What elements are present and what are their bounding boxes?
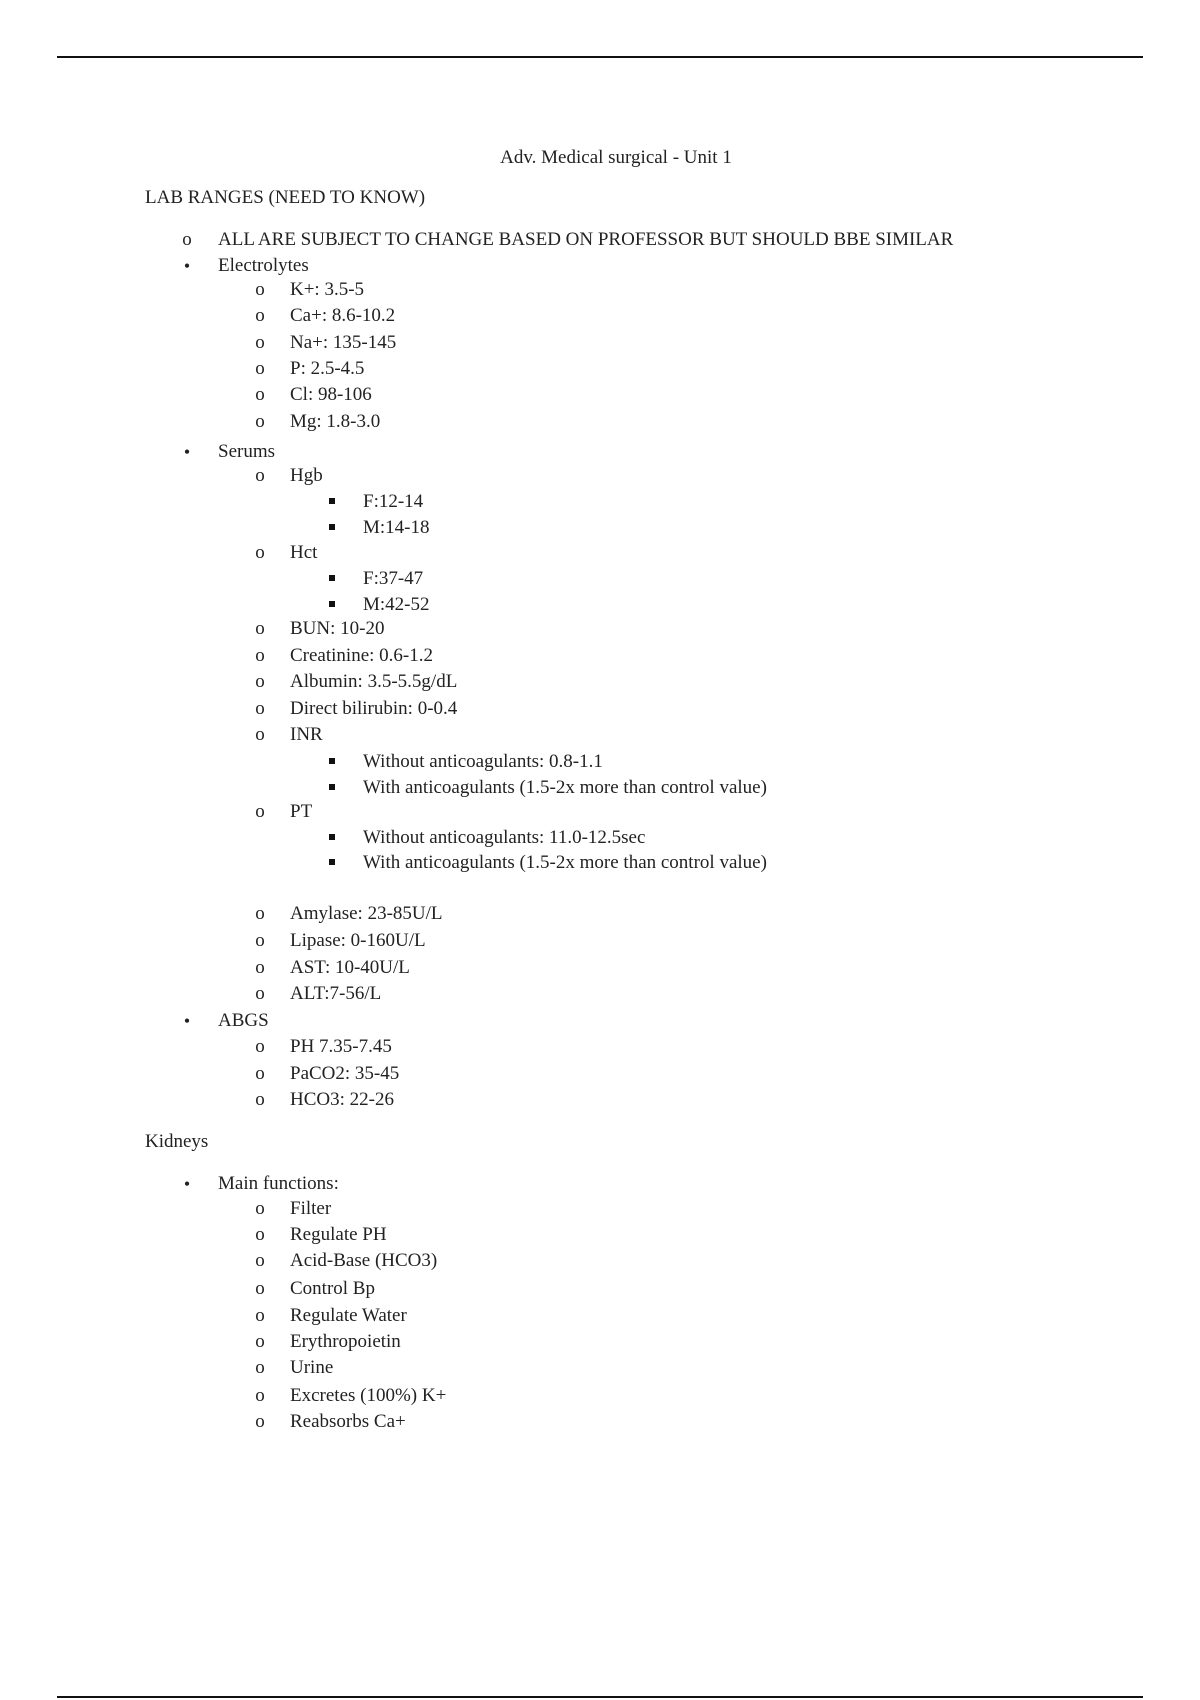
list-marker <box>250 1304 270 1328</box>
list-marker <box>250 1197 270 1221</box>
list-marker <box>177 1009 197 1034</box>
list-item: Cl: 98-106 <box>290 384 372 405</box>
list-item: Mg: 1.8-3.0 <box>290 411 381 432</box>
electrolytes-label: Electrolytes <box>218 255 309 276</box>
list-marker <box>250 541 270 565</box>
list-marker <box>250 982 270 1006</box>
list-marker <box>322 593 342 617</box>
list-item: Without anticoagulants: 0.8-1.1 <box>363 751 603 772</box>
list-marker <box>250 1277 270 1301</box>
list-marker <box>250 1330 270 1354</box>
serums-label: Serums <box>218 441 275 462</box>
list-item: Creatinine: 0.6-1.2 <box>290 645 433 666</box>
list-marker <box>177 440 197 465</box>
hgb-label: Hgb <box>290 465 323 486</box>
list-item: Filter <box>290 1198 332 1219</box>
list-marker <box>250 357 270 381</box>
list-marker <box>250 331 270 355</box>
list-item: K+: 3.5-5 <box>290 279 365 300</box>
list-marker <box>322 750 342 774</box>
list-marker <box>250 383 270 407</box>
list-item: PaCO2: 35-45 <box>290 1063 400 1084</box>
list-marker <box>250 929 270 953</box>
list-item: M:14-18 <box>363 517 430 538</box>
list-marker <box>250 697 270 721</box>
list-item: With anticoagulants (1.5-2x more than control value) <box>363 852 767 873</box>
list-item: M:42-52 <box>363 594 430 615</box>
list-item: BUN: 10-20 <box>290 618 385 639</box>
list-item: HCO3: 22-26 <box>290 1089 394 1110</box>
list-item: Lipase: 0-160U/L <box>290 930 426 951</box>
list-marker <box>177 228 197 252</box>
list-item: Ca+: 8.6-10.2 <box>290 305 396 326</box>
list-marker <box>322 851 342 875</box>
list-marker <box>250 464 270 488</box>
list-marker <box>322 826 342 850</box>
list-item: With anticoagulants (1.5-2x more than control value) <box>363 777 767 798</box>
abgs-label: ABGS <box>218 1010 269 1031</box>
footer-rule <box>57 1696 1143 1698</box>
list-marker <box>250 1088 270 1112</box>
list-item: Regulate Water <box>290 1305 407 1326</box>
list-marker <box>250 617 270 641</box>
list-marker <box>250 723 270 747</box>
list-marker <box>250 1249 270 1273</box>
list-item: F:37-47 <box>363 568 424 589</box>
main-functions-label: Main functions: <box>218 1173 339 1194</box>
list-item: AST: 10-40U/L <box>290 957 410 978</box>
list-item: Direct bilirubin: 0-0.4 <box>290 698 458 719</box>
list-marker <box>250 1062 270 1086</box>
list-marker <box>177 1172 197 1197</box>
list-item: Erythropoietin <box>290 1331 401 1352</box>
list-item: Regulate PH <box>290 1224 387 1245</box>
list-item: Amylase: 23-85U/L <box>290 903 443 924</box>
list-item: Acid-Base (HCO3) <box>290 1250 438 1271</box>
list-marker <box>250 644 270 668</box>
list-marker <box>250 902 270 926</box>
list-marker <box>250 304 270 328</box>
list-item: ALT:7-56/L <box>290 983 382 1004</box>
list-marker <box>250 956 270 980</box>
list-marker <box>250 1384 270 1408</box>
list-item: Without anticoagulants: 11.0-12.5sec <box>363 827 646 848</box>
list-marker <box>250 1410 270 1434</box>
document-title: Adv. Medical surgical - Unit 1 <box>500 147 732 168</box>
list-marker <box>250 1035 270 1059</box>
header-rule <box>57 56 1143 58</box>
list-marker <box>322 776 342 800</box>
list-marker <box>250 1356 270 1380</box>
inr-label: INR <box>290 724 323 745</box>
list-item: Reabsorbs Ca+ <box>290 1411 406 1432</box>
list-marker <box>322 567 342 591</box>
list-item: P: 2.5-4.5 <box>290 358 365 379</box>
pt-label: PT <box>290 801 313 822</box>
list-marker <box>250 278 270 302</box>
list-item: Urine <box>290 1357 334 1378</box>
list-item: PH 7.35-7.45 <box>290 1036 392 1057</box>
list-marker <box>322 490 342 514</box>
kidneys-heading: Kidneys <box>145 1131 209 1152</box>
list-item: Excretes (100%) K+ <box>290 1385 447 1406</box>
list-marker <box>322 516 342 540</box>
list-marker <box>250 670 270 694</box>
list-item: Na+: 135-145 <box>290 332 397 353</box>
subject-to-change-note: ALL ARE SUBJECT TO CHANGE BASED ON PROFESSOR BUT SHOULD BBE SIMILAR <box>218 229 954 250</box>
list-marker <box>250 410 270 434</box>
hct-label: Hct <box>290 542 318 563</box>
list-item: Albumin: 3.5-5.5g/dL <box>290 671 458 692</box>
list-marker <box>250 800 270 824</box>
lab-ranges-heading: LAB RANGES (NEED TO KNOW) <box>145 187 426 208</box>
list-marker <box>250 1223 270 1247</box>
list-item: Control Bp <box>290 1278 375 1299</box>
list-marker <box>177 254 197 279</box>
list-item: F:12-14 <box>363 491 424 512</box>
